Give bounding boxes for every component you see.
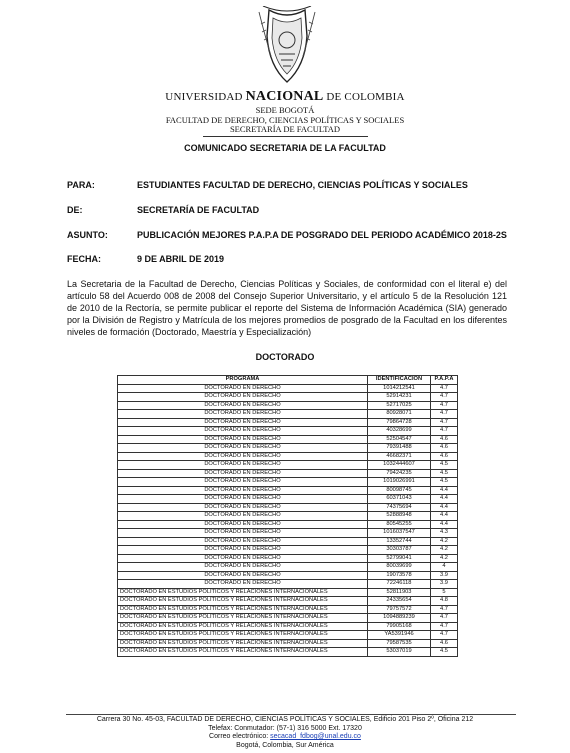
footer-email-label: Correo electrónico: [209,733,271,740]
cell-programa: DOCTORADO EN DERECHO [118,546,368,555]
cell-identificacion: 1019026991 [368,478,431,487]
cell-identificacion: 40328699 [368,427,431,436]
cell-programa: DOCTORADO EN DERECHO [118,503,368,512]
cell-programa: DOCTORADO EN DERECHO [118,512,368,521]
cell-papa: 4.5 [431,478,458,487]
cell-programa: DOCTORADO EN DERECHO [118,537,368,546]
footer-email-link[interactable]: secacad_fdbog@unal.edu.co [270,733,361,740]
letterhead-divider [203,136,368,137]
cell-papa: 4.2 [431,554,458,563]
cell-papa: 4.3 [431,529,458,538]
cell-identificacion: 79587535 [368,639,431,648]
table-row [118,427,458,436]
table-row [118,622,458,631]
section-title-doctorado: DOCTORADO [255,352,315,362]
table-row [118,503,458,512]
cell-programa: DOCTORADO EN DERECHO [118,495,368,504]
cell-papa: 4.6 [431,444,458,453]
cell-papa: 4.2 [431,537,458,546]
table-row [118,631,458,640]
cell-programa: DOCTORADO EN DERECHO [118,478,368,487]
cell-identificacion: 52888948 [368,512,431,521]
table-row [118,605,458,614]
cell-papa: 3.9 [431,580,458,589]
table-row [118,588,458,597]
column-header-papa: P.A.P.A [431,376,458,385]
university-name [0,89,570,105]
cell-papa: 4.4 [431,512,458,521]
cell-identificacion: YA5391946 [368,631,431,640]
cell-papa: 4.7 [431,393,458,402]
cell-papa: 4.7 [431,605,458,614]
footer-location: Bogotá, Colombia, Sur América [236,741,334,749]
cell-programa: DOCTORADO EN DERECHO [118,554,368,563]
cell-programa: DOCTORADO EN DERECHO [118,580,368,589]
cell-identificacion: 80545255 [368,520,431,529]
cell-programa: DOCTORADO EN ESTUDIOS POLÍTICOS Y RELACIONES INTERNACIONALES [118,614,368,623]
cell-programa: DOCTORADO EN DERECHO [118,529,368,538]
cell-papa: 4.7 [431,631,458,640]
cell-programa: DOCTORADO EN DERECHO [118,401,368,410]
cell-programa: DOCTORADO EN ESTUDIOS POLÍTICOS Y RELACIONES INTERNACIONALES [118,605,368,614]
office-label: SECRETARÍA DE FACULTAD [229,124,341,134]
cell-papa: 4.5 [431,648,458,657]
university-seal-logo [255,6,319,88]
cell-identificacion: 80039699 [368,563,431,572]
cell-papa: 4.6 [431,435,458,444]
table-row [118,554,458,563]
cell-identificacion: 1032444607 [368,461,431,470]
footer-phone: Telefax: Conmutador: (57-1) 316 5000 Ext. 17320 [208,724,362,732]
sede-label: SEDE BOGOTÁ [255,105,315,115]
footer-email-line [0,733,570,742]
cell-identificacion: 19073578 [368,571,431,580]
cell-papa: 4.6 [431,639,458,648]
cell-programa: DOCTORADO EN ESTUDIOS POLÍTICOS Y RELACIONES INTERNACIONALES [118,648,368,657]
cell-programa: DOCTORADO EN DERECHO [118,520,368,529]
table-row [118,444,458,453]
cell-programa: DOCTORADO EN DERECHO [118,563,368,572]
table-row [118,461,458,470]
cell-papa: 4.4 [431,520,458,529]
cell-papa: 4.7 [431,418,458,427]
table-row [118,529,458,538]
cell-papa: 4.7 [431,614,458,623]
cell-identificacion: 52799041 [368,554,431,563]
cell-papa: 4.5 [431,461,458,470]
cell-identificacion: 79757572 [368,605,431,614]
field-de [67,205,259,215]
table-row [118,520,458,529]
field-value: 9 DE ABRIL DE 2019 [137,254,225,264]
cell-papa: 5 [431,588,458,597]
table-row [118,614,458,623]
faculty-label: FACULTAD DE DERECHO, CIENCIAS POLÍTICAS Y SOCIALES [165,114,405,125]
table-body [118,384,458,656]
cell-identificacion: 1094889239 [368,614,431,623]
field-para [67,180,468,190]
cell-programa: DOCTORADO EN ESTUDIOS POLÍTICOS Y RELACIONES INTERNACIONALES [118,631,368,640]
cell-programa: DOCTORADO EN ESTUDIOS POLÍTICOS Y RELACIONES INTERNACIONALES [118,588,368,597]
table-row [118,597,458,606]
cell-programa: DOCTORADO EN DERECHO [118,418,368,427]
body-paragraph: La Secretaria de la Facultad de Derecho, Ciencias Políticas y Sociales, de conformidad con el literal e) del artículo 58 del Acuerdo 008 de 2008 del Consejo Superior Universitario, y el artículo 5 de la Resolución 121 de 2010 de la Rectoría, se permite publicar el reporte del Sistema de Información Académica (SIA) generado por la División de Registro y Matrícula de los mejores promedios de posgrado de la Facultad en los diferentes niveles de formación (Doctorado, Maestría y Especialización) [67,279,507,337]
table-row [118,648,458,657]
cell-identificacion: 52504547 [368,435,431,444]
cell-identificacion: 52914231 [368,393,431,402]
cell-papa: 4.7 [431,622,458,631]
table-row [118,418,458,427]
cell-identificacion: 72246118 [368,580,431,589]
column-header-programa: PROGRAMA [118,376,368,385]
cell-programa: DOCTORADO EN DERECHO [118,461,368,470]
field-label: FECHA: [67,254,101,264]
cell-identificacion: 24335654 [368,597,431,606]
field-asunto [67,230,507,240]
cell-identificacion: 80928071 [368,410,431,419]
field-value: SECRETARÍA DE FACULTAD [137,205,260,215]
cell-programa: DOCTORADO EN ESTUDIOS POLÍTICOS Y RELACIONES INTERNACIONALES [118,622,368,631]
field-value: PUBLICACIÓN MEJORES P.A.P.A DE POSGRADO DEL PERIODO ACADÉMICO 2018-2S [137,230,507,240]
table-row [118,452,458,461]
column-header-identificacion: IDENTIFICACION [368,376,431,385]
university-name-main: NACIONAL [245,89,324,104]
table-row [118,410,458,419]
table-row [118,537,458,546]
cell-programa: DOCTORADO EN DERECHO [118,486,368,495]
table-row [118,571,458,580]
table-row [118,469,458,478]
cell-programa: DOCTORADO EN DERECHO [118,571,368,580]
document-heading: COMUNICADO SECRETARIA DE LA FACULTAD [184,143,386,153]
cell-identificacion: 79905168 [368,622,431,631]
footer-address: Carrera 30 No. 45-03, FACULTAD DE DERECHO, CIENCIAS POLÍTICAS Y SOCIALES, Edificio 201 Piso 2º, Oficina 212 [96,716,474,723]
cell-programa: DOCTORADO EN DERECHO [118,452,368,461]
cell-papa: 4 [431,563,458,572]
table-row [118,563,458,572]
cell-papa: 4.4 [431,503,458,512]
field-label: DE: [67,205,83,215]
cell-programa: DOCTORADO EN DERECHO [118,444,368,453]
table-row [118,580,458,589]
cell-identificacion: 79391488 [368,444,431,453]
cell-identificacion: 60371043 [368,495,431,504]
table-row [118,546,458,555]
footer-divider [66,714,516,715]
cell-identificacion: 74375694 [368,503,431,512]
cell-papa: 4.7 [431,401,458,410]
cell-papa: 4.2 [431,546,458,555]
cell-identificacion: 52717025 [368,401,431,410]
table-header-row [118,376,458,385]
cell-programa: DOCTORADO EN DERECHO [118,427,368,436]
cell-identificacion: 79424235 [368,469,431,478]
field-value: ESTUDIANTES FACULTAD DE DERECHO, CIENCIAS POLÍTICAS Y SOCIALES [137,180,468,190]
cell-identificacion: 79864728 [368,418,431,427]
cell-identificacion: 53037019 [368,648,431,657]
table-row [118,401,458,410]
table-row [118,478,458,487]
table-row [118,512,458,521]
cell-programa: DOCTORADO EN DERECHO [118,469,368,478]
cell-papa: 4.6 [431,452,458,461]
cell-programa: DOCTORADO EN ESTUDIOS POLÍTICOS Y RELACIONES INTERNACIONALES [118,597,368,606]
cell-identificacion: 30303787 [368,546,431,555]
letterhead [0,106,570,137]
table-row [118,393,458,402]
table-row [118,486,458,495]
cell-identificacion: 1016037547 [368,529,431,538]
cell-identificacion: 46682371 [368,452,431,461]
university-name-suffix: DE COLOMBIA [323,91,405,103]
papa-table [117,375,458,657]
cell-identificacion: 13352744 [368,537,431,546]
footer [0,716,570,750]
cell-programa: DOCTORADO EN DERECHO [118,393,368,402]
table-row [118,435,458,444]
cell-identificacion: 80098745 [368,486,431,495]
cell-programa: DOCTORADO EN DERECHO [118,435,368,444]
cell-papa: 3.9 [431,571,458,580]
cell-papa: 4.7 [431,384,458,393]
cell-papa: 4.4 [431,495,458,504]
field-fecha [67,254,224,264]
cell-identificacion: 52811903 [368,588,431,597]
cell-programa: DOCTORADO EN ESTUDIOS POLÍTICOS Y RELACIONES INTERNACIONALES [118,639,368,648]
field-label: PARA: [67,180,95,190]
cell-identificacion: 1014212541 [368,384,431,393]
table-row [118,495,458,504]
table-row [118,384,458,393]
cell-papa: 4.7 [431,410,458,419]
cell-papa: 4.8 [431,597,458,606]
university-name-prefix: UNIVERSIDAD [165,91,246,103]
cell-programa: DOCTORADO EN DERECHO [118,384,368,393]
cell-papa: 4.4 [431,486,458,495]
table-row [118,639,458,648]
cell-papa: 4.5 [431,469,458,478]
field-label: ASUNTO: [67,230,108,240]
cell-papa: 4.7 [431,427,458,436]
cell-programa: DOCTORADO EN DERECHO [118,410,368,419]
